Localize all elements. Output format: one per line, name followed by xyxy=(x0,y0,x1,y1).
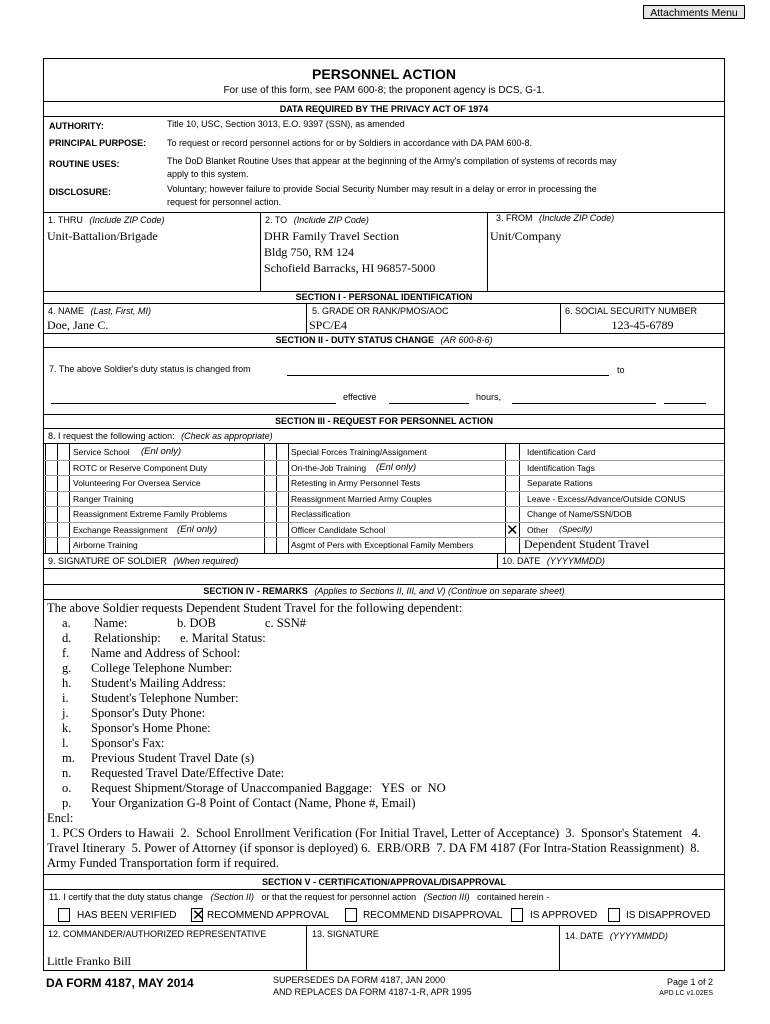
col2-checkbox-1[interactable] xyxy=(265,461,287,476)
col2-checkbox-4[interactable] xyxy=(265,507,287,522)
section4-header xyxy=(44,586,724,596)
name-label-text: 4. NAME xyxy=(48,306,85,316)
routine-text-2: apply to this system. xyxy=(167,169,249,179)
divider xyxy=(44,584,724,585)
section4-header-text: SECTION IV - REMARKS xyxy=(203,586,308,596)
approval-date-label xyxy=(565,931,668,941)
from-hint: (Include ZIP Code) xyxy=(539,213,615,223)
approved-checkbox[interactable] xyxy=(511,908,523,922)
commander-value[interactable]: Little Franko Bill xyxy=(47,954,131,968)
section2-header-text: SECTION II - DUTY STATUS CHANGE xyxy=(275,335,434,345)
divider xyxy=(306,925,307,971)
remarks-item-letter: k. xyxy=(62,721,72,735)
thru-value[interactable]: Unit-Battalion/Brigade xyxy=(47,229,158,243)
remarks-item-text: Previous Student Travel Date (s) xyxy=(91,751,255,765)
remarks-item xyxy=(47,706,723,721)
remarks-item-text: Sponsor's Home Phone: xyxy=(91,721,211,735)
remarks-item-letter: n. xyxy=(62,766,72,780)
col3-label-2: Separate Rations xyxy=(527,478,593,488)
section2-header xyxy=(44,335,724,345)
col1-suffix-0: (Enl only) xyxy=(141,446,182,457)
remarks-encl-line1: 1. PCS Orders to Hawaii 2. School Enrollment Verification (For Initial Travel, Letter of Acceptance) 3. Sponsor's Statement 4. xyxy=(47,826,701,840)
attachments-menu-button[interactable]: Attachments Menu xyxy=(643,5,745,19)
divider xyxy=(44,116,724,117)
remarks-encl-line3: Army Funded Transportation form if required. xyxy=(47,856,279,870)
purpose-text: To request or record personnel actions for or by Soldiers in accordance with DA PAM 600-8. xyxy=(167,138,533,148)
divider xyxy=(44,101,724,102)
col1-suffix-5: (Enl only) xyxy=(177,523,218,535)
soldier-date-text: 10. DATE xyxy=(502,556,541,566)
remarks-b-dob: b. DOB xyxy=(177,616,216,630)
version-label: APD LC v1.02ES xyxy=(659,990,713,997)
recommend-disapproval-label: RECOMMEND DISAPPROVAL xyxy=(363,910,503,921)
duty-from-field[interactable] xyxy=(287,375,609,376)
name-label xyxy=(48,306,151,316)
certify-c: contained herein - xyxy=(477,892,550,902)
remarks-item xyxy=(47,766,723,781)
thru-label xyxy=(48,215,165,225)
form-title: PERSONNEL ACTION xyxy=(312,66,456,82)
col2-label-5: Officer Candidate School xyxy=(291,524,386,535)
remarks-item-letter: p. xyxy=(62,796,72,810)
request-action-hint: (Check as appropriate) xyxy=(181,431,273,441)
remarks-item-text: Student's Mailing Address: xyxy=(91,676,226,690)
divider xyxy=(260,212,261,291)
disapproved-label: IS DISAPPROVED xyxy=(626,910,711,921)
other-specify-value[interactable]: Dependent Student Travel xyxy=(524,537,650,551)
recommend-disapproval-checkbox[interactable] xyxy=(345,908,357,922)
col1-checkbox-5[interactable] xyxy=(46,523,68,538)
grade-label: 5. GRADE OR RANK/PMOS/AOC xyxy=(312,306,449,316)
divider xyxy=(44,553,724,554)
duty-to-field[interactable] xyxy=(51,403,336,404)
col2-checkbox-0[interactable] xyxy=(265,445,287,460)
hours-field[interactable] xyxy=(512,403,656,404)
col3-label-0: Identification Card xyxy=(527,447,596,457)
col2-suffix-1: (Enl only) xyxy=(376,461,417,473)
authority-text: Title 10, USC, Section 3013, E.O. 9397 (SSN), as amended xyxy=(167,119,405,129)
commander-label: 12. COMMANDER/AUTHORIZED REPRESENTATIVE xyxy=(48,929,267,939)
hours-label: hours, xyxy=(476,392,502,402)
page-number: Page 1 of 2 xyxy=(666,977,713,987)
to-value-line1[interactable]: DHR Family Travel Section xyxy=(264,229,400,243)
section1-header: SECTION I - PERSONAL IDENTIFICATION xyxy=(295,292,473,302)
remarks-d-relationship: Relationship: xyxy=(94,631,161,645)
divider xyxy=(44,428,724,429)
soldier-signature-label xyxy=(48,556,238,566)
remarks-item-letter: h. xyxy=(62,676,72,690)
remarks-item xyxy=(47,691,723,706)
name-hint: (Last, First, MI) xyxy=(90,306,152,316)
col3-checkbox-1[interactable] xyxy=(506,461,519,476)
from-label xyxy=(496,213,614,223)
thru-hint: (Include ZIP Code) xyxy=(89,215,165,225)
to-label-text: 2. TO xyxy=(265,215,288,225)
disclosure-text: Voluntary; however failure to provide Social Security Number may result in a delay or error in processing the xyxy=(167,184,597,194)
col2-label-4: Reclassification xyxy=(291,509,351,519)
col2-label-3: Reassignment Married Army Couples xyxy=(291,493,432,504)
remarks-c-ssn: c. SSN# xyxy=(265,616,306,630)
to-value-line3[interactable]: Schofield Barracks, HI 96857-5000 xyxy=(264,261,436,275)
remarks-items xyxy=(47,646,723,811)
duty-status-label: 7. The above Soldier's duty status is changed from xyxy=(49,364,251,374)
divider xyxy=(44,506,724,507)
check-x-icon: ✕ xyxy=(506,520,519,539)
ssn-value[interactable]: 123-45-6789 xyxy=(611,318,674,332)
divider xyxy=(44,212,724,213)
remarks-e-marital: e. Marital Status: xyxy=(180,631,266,645)
col3-label-4: Change of Name/SSN/DOB xyxy=(527,509,632,519)
col3-checkbox-2[interactable] xyxy=(506,476,519,491)
remarks-item-letter: f. xyxy=(62,646,70,660)
remarks-row-a xyxy=(47,616,723,631)
disclosure-label: DISCLOSURE: xyxy=(49,187,112,197)
remarks-item-text: College Telephone Number: xyxy=(91,661,233,675)
col1-checkbox-1[interactable] xyxy=(46,461,68,476)
certify-hint-a: (Section II) xyxy=(210,892,254,902)
effective-label: effective xyxy=(343,392,377,402)
remarks-item xyxy=(47,646,723,661)
recommend-approval-checkbox[interactable] xyxy=(191,908,203,922)
divider xyxy=(44,568,724,569)
remarks-item-text: Your Organization G-8 Point of Contact (Name, Phone #, Email) xyxy=(91,796,416,810)
remarks-item xyxy=(47,781,723,796)
remarks-item-letter: j. xyxy=(62,706,69,720)
col3-label-1: Identification Tags xyxy=(527,462,595,473)
divider xyxy=(44,460,724,461)
date-field[interactable] xyxy=(664,403,706,404)
col1-checkbox-6[interactable] xyxy=(46,538,68,553)
name-value[interactable]: Doe, Jane C. xyxy=(47,318,109,332)
remarks-item-text: Name and Address of School: xyxy=(91,646,241,660)
remarks-row-d xyxy=(47,631,723,646)
divider xyxy=(44,475,724,476)
remarks-item-letter: o. xyxy=(62,781,72,795)
remarks-item-letter: i. xyxy=(62,691,69,705)
col1-label-2: Volunteering For Oversea Service xyxy=(73,478,201,488)
col1-checkbox-0[interactable] xyxy=(46,445,68,460)
to-word: to xyxy=(617,365,625,375)
verified-label: HAS BEEN VERIFIED xyxy=(77,910,177,921)
approval-date-text: 14. DATE xyxy=(565,931,604,941)
recommend-approval-label: RECOMMEND APPROVAL xyxy=(207,910,330,921)
from-value[interactable]: Unit/Company xyxy=(490,229,562,243)
grade-value[interactable]: SPC/E4 xyxy=(309,318,348,332)
check-x-icon: ✕ xyxy=(192,906,205,924)
ssn-label: 6. SOCIAL SECURITY NUMBER xyxy=(565,306,698,316)
col1-label-3: Ranger Training xyxy=(73,493,134,504)
certify-hint-b: (Section III) xyxy=(423,892,470,902)
remarks-item-letter: m. xyxy=(62,751,75,765)
soldier-signature-hint: (When required) xyxy=(173,556,239,566)
remarks-encl: Encl: xyxy=(47,811,74,825)
divider xyxy=(44,925,724,926)
section5-header: SECTION V - CERTIFICATION/APPROVAL/DISAPPROVAL xyxy=(261,877,506,887)
verified-checkbox[interactable] xyxy=(58,908,70,922)
section2-ref: (AR 600-8-6) xyxy=(440,335,493,345)
remarks-item-text: Student's Telephone Number: xyxy=(91,691,239,705)
effective-field[interactable] xyxy=(389,403,469,404)
col2-checkbox-2[interactable] xyxy=(265,476,287,491)
remarks-a-letter: a. xyxy=(62,616,71,630)
col3-checkbox-3[interactable] xyxy=(506,492,519,507)
remarks-item xyxy=(47,796,723,811)
divider xyxy=(44,599,724,600)
divider xyxy=(559,925,560,971)
col1-checkbox-3[interactable] xyxy=(46,492,68,507)
section4-hint: (Applies to Sections II, III, and V) (Continue on separate sheet) xyxy=(314,586,565,596)
col2-checkbox-6[interactable] xyxy=(265,538,287,553)
form-subtitle: For use of this form, see PAM 600-8; the proponent agency is DCS, G-1. xyxy=(223,85,545,96)
other-hint: (Specify) xyxy=(559,523,593,534)
remarks-d-letter: d. xyxy=(62,631,72,645)
col1-checkbox-4[interactable] xyxy=(46,507,68,522)
form-id: DA FORM 4187, MAY 2014 xyxy=(46,976,194,990)
routine-text: The DoD Blanket Routine Uses that appear at the beginning of the Army's compilation of systems of records may xyxy=(167,156,617,166)
from-label-text: 3. FROM xyxy=(496,213,533,223)
divider xyxy=(44,333,724,334)
remarks-item xyxy=(47,721,723,736)
col2-label-6: Asgmt of Pers with Exceptional Family Members xyxy=(291,540,474,550)
divider xyxy=(44,874,724,875)
disclosure-text-2: request for personnel action. xyxy=(167,197,282,207)
disapproved-checkbox[interactable] xyxy=(608,908,620,922)
col1-label-6: Airborne Training xyxy=(73,540,138,550)
remarks-item-text: Sponsor's Fax: xyxy=(91,736,165,750)
request-action-label xyxy=(48,431,273,441)
soldier-date-hint: (YYYYMMDD) xyxy=(546,556,605,566)
col2-label-0: Special Forces Training/Assignment xyxy=(291,447,427,457)
to-label xyxy=(265,215,369,225)
remarks-intro: The above Soldier requests Dependent Student Travel for the following dependent: xyxy=(47,601,463,615)
request-action-text: 8. I request the following action: xyxy=(48,431,175,441)
divider xyxy=(44,522,724,523)
col3-label-3: Leave - Excess/Advance/Outside CONUS xyxy=(527,493,686,504)
authority-label: AUTHORITY: xyxy=(49,121,104,131)
col1-label-5: Exchange Reassignment xyxy=(73,524,168,535)
divider xyxy=(44,491,724,492)
divider xyxy=(44,889,724,890)
col1-checkbox-2[interactable] xyxy=(46,476,68,491)
col3-label-5: Other xyxy=(527,524,549,535)
thru-label-text: 1. THRU xyxy=(48,215,83,225)
divider xyxy=(44,347,724,348)
approval-date-hint: (YYYYMMDD) xyxy=(609,931,668,941)
col1-label-1: ROTC or Reserve Component Duty xyxy=(73,462,208,473)
certify-line xyxy=(49,892,549,902)
certify-b: or that the request for personnel action xyxy=(261,892,417,902)
routine-label: ROUTINE USES: xyxy=(49,159,120,169)
remarks-item xyxy=(47,736,723,751)
remarks-area[interactable] xyxy=(47,601,723,873)
remarks-item xyxy=(47,661,723,676)
privacy-header: DATA REQUIRED BY THE PRIVACY ACT OF 1974 xyxy=(279,104,489,114)
col1-label-4: Reassignment Extreme Family Problems xyxy=(73,509,227,519)
col2-label-1: On-the-Job Training xyxy=(291,462,367,473)
signature-field[interactable] xyxy=(310,940,555,968)
soldier-signature-text: 9. SIGNATURE OF SOLDIER xyxy=(48,556,167,566)
remarks-item xyxy=(47,751,723,766)
signature-label: 13. SIGNATURE xyxy=(312,929,379,939)
divider xyxy=(44,414,724,415)
section3-header: SECTION III - REQUEST FOR PERSONNEL ACTION xyxy=(274,416,494,426)
supersedes-line2: AND REPLACES DA FORM 4187-1-R, APR 1995 xyxy=(273,987,472,997)
col2-checkbox-3[interactable] xyxy=(265,492,287,507)
supersedes-line1: SUPERSEDES DA FORM 4187, JAN 2000 xyxy=(273,975,446,985)
col3-checkbox-4[interactable] xyxy=(506,507,519,522)
col2-checkbox-5[interactable] xyxy=(265,523,287,538)
other-checkbox-checked[interactable] xyxy=(506,520,519,539)
remarks-item-text: Request Shipment/Storage of Unaccompanied Baggage: YES or NO xyxy=(91,781,446,795)
divider xyxy=(306,303,307,333)
to-hint: (Include ZIP Code) xyxy=(293,215,369,225)
soldier-date-label xyxy=(502,556,605,566)
certify-a: 11. I certify that the duty status change xyxy=(49,892,203,902)
remarks-item-letter: g. xyxy=(62,661,72,675)
approved-label: IS APPROVED xyxy=(530,910,598,921)
remarks-encl-line2: Travel Itinerary 5. Power of Attorney (if sponsor is deployed) 6. ERB/ORB 7. DA FM 4187 (For Intra-Station Reassignment) 8. xyxy=(47,841,700,855)
to-value-line2[interactable]: Bldg 750, RM 124 xyxy=(264,245,355,259)
divider xyxy=(497,553,498,568)
remarks-item xyxy=(47,676,723,691)
divider xyxy=(44,303,724,304)
divider xyxy=(44,443,724,444)
remarks-item-letter: l. xyxy=(62,736,69,750)
col1-label-0: Service School xyxy=(73,447,130,457)
col2-label-2: Retesting in Army Personnel Tests xyxy=(291,478,421,488)
remarks-item-text: Sponsor's Duty Phone: xyxy=(91,706,206,720)
divider xyxy=(487,212,488,291)
purpose-label: PRINCIPAL PURPOSE: xyxy=(49,138,147,148)
remarks-item-text: Requested Travel Date/Effective Date: xyxy=(91,766,285,780)
col3-checkbox-0[interactable] xyxy=(506,445,519,460)
remarks-a-name: Name: xyxy=(94,616,128,630)
